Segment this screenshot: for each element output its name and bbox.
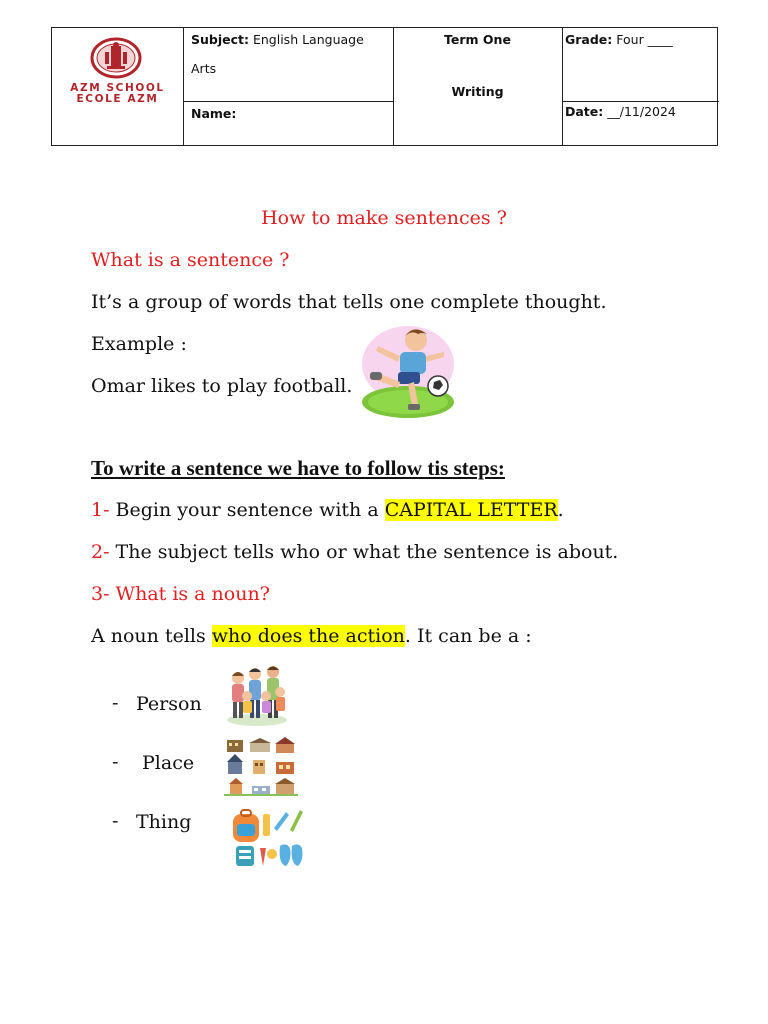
example-label: Example : [91, 333, 187, 355]
header-table [51, 27, 718, 146]
buildings-icon [224, 736, 298, 798]
people-group-icon [222, 662, 292, 728]
row-divider [183, 101, 393, 102]
subject-value-cont: Arts [191, 61, 217, 76]
logo-name-line2: ECOLE AZM [76, 93, 159, 105]
list-dash: - [112, 810, 119, 832]
subject-label: Subject: [191, 32, 249, 47]
column-divider [562, 28, 563, 145]
step-1-end: . [557, 499, 564, 521]
section-label: Writing [451, 84, 504, 99]
example-sentence: Omar likes to play football. [91, 375, 353, 397]
step-1-text: Begin your sentence with a [109, 499, 385, 521]
step-2-text: The subject tells who or what the sentence is about. [109, 541, 619, 563]
list-item-place: Place [142, 752, 195, 774]
list-item-thing: Thing [136, 811, 192, 833]
list-dash: - [112, 751, 119, 773]
noun-post: . It can be a : [404, 625, 532, 647]
noun-definition [91, 624, 532, 648]
step-2 [91, 540, 618, 564]
page-title: How to make sentences ? [261, 207, 507, 229]
row-divider [562, 101, 719, 102]
column-divider [183, 28, 184, 145]
logo-name-line1: AZM SCHOOL [70, 82, 165, 94]
question-heading: What is a sentence ? [91, 249, 290, 271]
date-label: Date: [565, 104, 604, 119]
step-1 [91, 498, 564, 522]
school-logo [89, 36, 143, 80]
grade-label: Grade: [565, 32, 613, 47]
noun-pre: A noun tells [91, 625, 212, 647]
step-2-number: 2- [91, 541, 110, 563]
name-label: Name: [191, 106, 237, 121]
step-1-number: 1- [91, 499, 110, 521]
capital-letter-highlight: CAPITAL LETTER [384, 499, 558, 521]
subject-value: English Language [252, 32, 364, 47]
grade-value: Four ____ [616, 32, 673, 47]
term-label: Term One [444, 32, 511, 47]
name-field [191, 106, 236, 121]
list-item-person: Person [136, 693, 202, 715]
step-3: 3- What is a noun? [91, 583, 270, 605]
date-field [565, 104, 676, 119]
action-highlight: who does the action [211, 625, 405, 647]
school-supplies-icon [230, 808, 306, 870]
list-dash: - [112, 692, 119, 714]
football-boy-illustration [356, 324, 460, 422]
date-value: __/11/2024 [607, 104, 676, 119]
definition-text: It’s a group of words that tells one complete thought. [91, 291, 607, 313]
subject-field [191, 32, 364, 47]
grade-field [565, 32, 673, 47]
steps-heading: To write a sentence we have to follow tis steps: [91, 456, 505, 480]
